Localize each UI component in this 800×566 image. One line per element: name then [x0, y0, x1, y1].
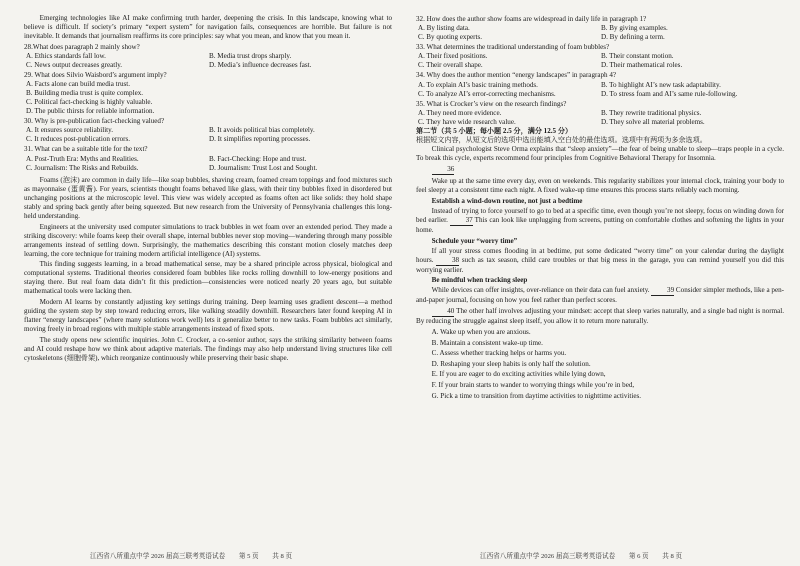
question-34-options — [416, 81, 784, 99]
option: C. News output decreases greatly. — [26, 60, 123, 69]
option: A. Wake up when you are anxious. — [431, 328, 531, 337]
question-33-options — [416, 52, 784, 70]
paragraph-text: Instead of trying to force yourself to go to bed at a specific time, even though you’re not sleepy, focus on winding down for bed earlier. — [416, 206, 784, 225]
passage-paragraph: Foams (泡沫) are common in daily life—like soap bubbles, shaving cream, foamed cream toppings and food mixtures such as mayonnaise (蛋黄酱). For years, scientists thought foams behaved like glass, with their tiny bubbles fixed in disordered but unchanging positions at the microscopic level. This view was widely accepted as foams often act like solids: they hold shape stably and spring back gently after being squeezed. But new research from the University of Pennsylvania challenges this long-held understanding. — [24, 175, 392, 221]
option: B. Their constant motion. — [601, 52, 674, 61]
footer-page: 第 6 页 — [628, 553, 649, 560]
question-28: 28.What does paragraph 2 mainly show? — [24, 42, 140, 51]
subheading: Be mindful when tracking sleep — [431, 276, 528, 285]
paragraph-text: If all your stress comes flooding in at bedtime, put some dedicated “worry time” on your calendar during the daylight hours. — [416, 246, 784, 264]
passage-paragraph — [416, 307, 784, 326]
question-28-options — [24, 52, 392, 70]
footer-page: 第 5 页 — [238, 553, 259, 560]
option: A. Their fixed positions. — [418, 52, 488, 61]
passage-paragraph: This finding suggests learning, in a broad mathematical sense, may be a shared principle across physical, biological and computational systems. Traditional theories considered foam bubbles like rocks rolling downhill to low-energy positions and staying there. But real foam data didn’t fit this prediction—consistencies were noticed nearly 20 years ago, but suitable mathematical tools were lacking then. — [24, 260, 392, 296]
question-30: 30. Why is pre-publication fact-checking valued? — [24, 117, 165, 126]
paragraph-text: While devices can offer insights, over-reliance on their data can fuel anxiety. — [431, 286, 650, 295]
footer-title: 江西省八所重点中学 2026 届高三联考英语试卷 — [90, 553, 226, 560]
option: C. By quoting experts. — [418, 33, 483, 42]
option: G. Pick a time to transition from daytime activities to nighttime activities. — [431, 391, 642, 400]
option: D. By defining a term. — [601, 33, 665, 42]
footer-total: 共 8 页 — [272, 553, 293, 560]
footer-total: 共 8 页 — [662, 553, 683, 560]
blank-40: 40 — [432, 307, 455, 317]
passage-paragraph — [416, 207, 784, 235]
option: C. Their overall shape. — [418, 61, 483, 70]
option: D. To stress foam and AI’s same rule-following. — [601, 89, 738, 98]
page-5-column — [24, 14, 392, 544]
page-6-footer — [480, 550, 694, 560]
section-2-title: 第二节（共 5 小题；每小题 2.5 分，满分 12.5 分） — [416, 126, 573, 135]
blank-37: 37 — [450, 216, 473, 226]
question-34: 34. Why does the author mention “energy landscapes” in paragraph 4? — [416, 71, 617, 80]
passage-paragraph: The study opens new scientific inquiries. John C. Crocker, a co-senior author, says the striking similarity between foams and AI could reshape how we think about adaptive materials. The findings may also help understand living structures like cell cytoskeletons (细胞骨架), which reorganize continuously while preserving their basic shape. — [24, 335, 392, 362]
answer-options — [416, 328, 784, 401]
blank-38: 38 — [436, 256, 459, 266]
passage-paragraph: Emerging technologies like AI make confirming truth harder, deepening the crisis. In this landscape, knowing what to believe is difficult. If society’s primary “expert system” for navigation fails, consequences are horrible. But failure is not inevitable. It demands that journalism reaffirms its core principles: say what you mean, and know that you mean it. — [24, 14, 392, 41]
option: F. If your brain starts to wander to worrying things while you’re in bed, — [431, 380, 635, 389]
option: A. Post-Truth Era: Myths and Realities. — [26, 154, 139, 163]
option: B. Building media trust is quite complex. — [26, 89, 144, 98]
option: D. Their mathematical roles. — [601, 61, 683, 70]
subheading: Establish a wind-down routine, not just a bedtime — [431, 196, 583, 205]
option: C. To analyze AI’s error-correcting mechanisms. — [418, 89, 556, 98]
option: E. If you are eager to do exciting activities while lying down, — [431, 370, 606, 379]
option: B. Fact-Checking: Hope and trust. — [209, 154, 307, 163]
option: B. It avoids political bias completely. — [209, 126, 315, 135]
question-31: 31. What can be a suitable title for the text? — [24, 145, 148, 154]
passage-paragraph: Clinical psychologist Steve Orma explains that “sleep anxiety”—the fear of being unable to sleep—traps people in a cycle. To break this cycle, experts recommend four principles from Cognitive Behavioral Therapy for Insomnia. — [416, 145, 784, 163]
passage-paragraph — [416, 286, 784, 305]
option: D. They solve all material problems. — [601, 117, 705, 126]
option: A. They need more evidence. — [418, 108, 502, 117]
option: D. Reshaping your sleep habits is only half the solution. — [431, 359, 591, 368]
paragraph-text: such as tax season, child care troubles or that big mess in the garage, you can remind yourself you did this worrying earlier. — [416, 255, 784, 274]
option: B. They rewrite traditional physics. — [601, 108, 702, 117]
option: D. The public thirsts for reliable information. — [26, 107, 155, 116]
option: B. Maintain a consistent wake-up time. — [431, 338, 543, 347]
footer-title: 江西省八所重点中学 2026 届高三联考英语试卷 — [480, 553, 616, 560]
passage-paragraph: Engineers at the university used computer simulations to track bubbles in wet foam over an extended period. They made a striking discovery: while foams keep their overall shape, internal bubbles never stop moving—wandering through many possible arrangements instead of settling down. Surprisingly, the mathematics describing this constant motion closely matches deep learning, the core technique for training modern artificial intelligence (AI) systems. — [24, 222, 392, 258]
option: A. It ensures source reliability. — [26, 126, 114, 135]
question-29-options — [24, 80, 392, 116]
option: D. It simplifies reporting processes. — [209, 135, 311, 144]
question-30-options — [24, 126, 392, 144]
question-31-options — [24, 155, 392, 173]
option: B. Media trust drops sharply. — [209, 51, 292, 60]
blank-line-36 — [416, 165, 784, 175]
paragraph-text: Consider simpler methods, like a pen-and-paper journal, focusing on how you feel rather than perfect scores. — [416, 286, 785, 305]
question-35-options — [416, 109, 784, 127]
passage-paragraph: Modern AI learns by constantly adjusting key settings during training. Deep learning uses gradient descent—a method guiding the system step by step toward reducing errors, like walking steadily downhill. Researchers later found keeping AI in flatter “energy landscapes” (where many solutions work well) lets it generalize better to new tasks. Foam bubbles act similarly, moving freely in broad regions with multiple stable arrangements instead of fixed spots. — [24, 297, 392, 334]
section-2-instructions: 根据短文内容，从短文后的选项中选出能填入空白处的最佳选项。选项中有两项为多余选项。 — [416, 136, 707, 145]
question-32-options — [416, 24, 784, 42]
option: C. Journalism: The Risks and Rebuilds. — [26, 163, 139, 172]
page-5-footer — [90, 550, 304, 560]
option: A. To explain AI’s basic training methods. — [418, 80, 538, 89]
passage-paragraph: Wake up at the same time every day, even on weekends. This regularity stabilizes your internal clock, training your body to feel sleepy at a consistent time each night. A fixed wake-up time ensures this process starts reliably each morning. — [416, 177, 784, 195]
paragraph-text: The other half involves adjusting your mindset: accept that sleep varies naturally, and a single bad night is normal. By reducing the struggle against sleep itself, you allow it to return more naturally. — [416, 306, 784, 325]
option: D. Journalism: Trust Lost and Sought. — [209, 163, 318, 172]
option: B. By giving examples. — [601, 24, 668, 33]
question-29: 29. What does Silvio Waisbord’s argument imply? — [24, 70, 167, 79]
question-32: 32. How does the author show foams are widespread in daily life in paragraph 1? — [416, 15, 647, 23]
passage-paragraph — [416, 247, 784, 275]
option: A. Facts alone can build media trust. — [26, 79, 131, 88]
subheading: Schedule your “worry time” — [431, 236, 518, 245]
option: C. Assess whether tracking helps or harms you. — [431, 349, 567, 358]
option: C. It reduces post-publication errors. — [26, 135, 131, 144]
option: D. Media’s influence decreases fast. — [209, 60, 312, 69]
blank-36: 36 — [432, 165, 455, 175]
question-35: 35. What is Crocker’s view on the research findings? — [416, 99, 567, 108]
option: C. Political fact-checking is highly valuable. — [26, 98, 153, 107]
question-33: 33. What determines the traditional understanding of foam bubbles? — [416, 43, 610, 52]
option: A. Ethics standards fall low. — [26, 51, 106, 60]
option: A. By listing data. — [418, 24, 470, 33]
option: C. They have wide research value. — [418, 117, 516, 126]
blank-39: 39 — [651, 286, 674, 296]
page-6-column — [416, 14, 784, 544]
option: B. To highlight AI’s new task adaptability. — [601, 80, 721, 89]
paragraph-text: This can look like unplugging from screens, putting on comfortable clothes and softening the lights in your home. — [416, 216, 784, 235]
